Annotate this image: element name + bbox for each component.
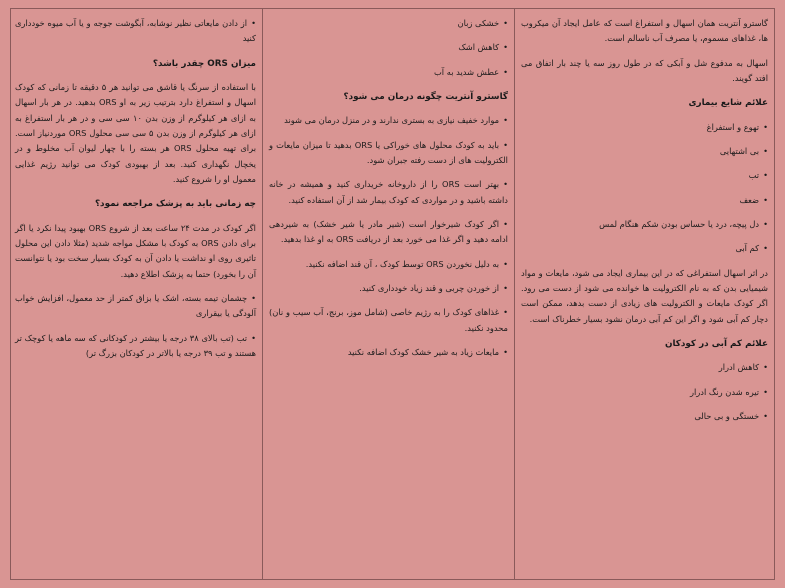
col-left-bullet-6: • تب (تب بالای ۳۸ درجه یا بیشتر در کودکانی که سه ماهه یا کوچک تر هستند و تب ۳۹ درجه یا بالاتر در کودکان بزرگ تر) <box>15 331 256 362</box>
leaflet-page <box>10 8 775 580</box>
column-right <box>515 9 774 579</box>
column-left <box>9 9 262 579</box>
col-right-para-0: گاسترو آنتریت همان اسهال و استفراغ است که عامل ایجاد آن میکروب ها، غذاهای مسموم، یا مصرف آب ناسالم است. <box>521 18 768 44</box>
col-right-para-1: اسهال به مدفوع شل و آبکی که در طول روز سه یا چند بار اتفاق می افتد گویند. <box>521 57 768 84</box>
col-right-heading-10: علائم کم آبی در کودکان <box>664 339 768 350</box>
col-middle-bullet-6: • بهتر است ORS را از داروخانه خریداری کنید و همیشه در خانه داشته باشید و در مواردی که کودک بیمار شد از آن استفاده کنید. <box>269 177 508 208</box>
col-middle-bullet-11: • مایعات زیاد به شیر خشک کودک اضافه نکنید <box>269 345 508 360</box>
col-right-bullet-11: • کاهش ادرار <box>521 360 768 375</box>
col-left-heading-3: چه زمانی باید به پزشک مراجعه نمود؟ <box>94 199 256 210</box>
col-right-bullet-8: • کم آبی <box>521 241 768 256</box>
col-right-bullet-5: • تب <box>521 168 768 183</box>
column-middle <box>262 9 515 579</box>
col-middle-bullet-5: • باید به کودک محلول های خوراکی یا ORS بدهید تا میزان مایعات و الکترولیت های از دست رفته جبران شود. <box>269 138 508 169</box>
col-left-para-2: با استفاده از سرنگ یا قاشق می توانید هر ۵ دقیقه تا زمانی که کودک اسهال و استفراغ دارد بترتیب زیر به او ORS بدهید. در هر بار اسهال به ازای هر کیلوگرم از وزن بدن ۱۰ سی سی و در هر بار استفراغ به ازای هر کیلوگرم از وزن بدن ۵ سی سی محلول ORS موردنیاز است. برای تهیه محلول ORS هر بسته را با چهار لیوان آب مخلوط و در یخچال نگهداری کنید. بعد از بهبودی کودک می توانید رژیم غذایی معمول او را شروع کنید. <box>15 81 257 185</box>
col-middle-bullet-4: • موارد خفیف نیازی به بستری ندارند و در منزل درمان می شوند <box>269 113 508 128</box>
col-left-bullet-0: • از دادن مایعاتی نظیر نوشابه، آبگوشت جوجه و یا آب میوه خودداری کنید <box>15 16 256 47</box>
col-middle-bullet-7: • اگر کودک شیرخوار است (شیر مادر یا شیر خشک) به شیردهی ادامه دهید و اگر غذا می خورد بعد از دریافت ORS به او غذا بدهید. <box>269 217 508 248</box>
col-left-heading-1: میزان ORS چقدر باشد؟ <box>152 58 256 69</box>
col-right-bullet-6: • ضعف <box>521 193 768 208</box>
col-right-bullet-7: • دل پیچه، درد یا حساس بودن شکم هنگام لمس <box>521 217 768 232</box>
col-middle-bullet-1: • کاهش اشک <box>269 40 508 55</box>
col-right-heading-2: علائم شایع بیماری <box>688 98 768 109</box>
col-right-bullet-13: • خستگی و بی حالی <box>521 409 768 424</box>
col-right-bullet-3: • تهوع و استفراغ <box>521 120 768 135</box>
col-left-bullet-5: • چشمان تیمه بسته، اشک یا بزاق کمتر از حد معمول، افزایش خواب آلودگی یا بیقراری <box>15 291 256 322</box>
col-left-para-4: اگر کودک در مدت ۲۴ ساعت بعد از شروع ORS بهبود پیدا نکرد یا اگر برای دادن ORS به کودک با مشکل مواجه شدید (مثلا دادن این محلول تاثیری روی او نداشت یا دادن آن به کودک بسیار سخت بود یا نتوانست آن را بخورد) حتما به پزشک اطلاع دهید. <box>15 222 256 279</box>
col-middle-bullet-9: • از خوردن چربی و قند زیاد خودداری کنید. <box>269 281 508 296</box>
col-right-para-9: در اثر اسهال استفراغی که در این بیماری ایجاد می شود، مایعات و مواد شیمیایی بدن که به نام الکترولیت ها خوانده می شود از دست می رود. اگر کودک مایعات و الکترولیت های زیادی از دست بدهد، ممکن است دچار کم آبی شود و اگر این کم آبی درمان نشود بسیار خطرناک است. <box>521 267 768 324</box>
col-right-bullet-12: • تیره شدن رنگ ادرار <box>521 385 768 400</box>
col-middle-bullet-10: • غذاهای کودک را به رژیم خاصی (شامل موز، برنج، آب سیب و نان) محدود نکنید. <box>269 305 508 336</box>
col-middle-bullet-0: • خشکی زبان <box>269 16 508 31</box>
col-right-bullet-4: • بی اشتهایی <box>521 144 768 159</box>
col-middle-bullet-8: • به دلیل نخوردن ORS توسط کودک ، آن قند اضافه نکنید. <box>269 257 508 272</box>
col-middle-heading-3: گاسترو آنتریت چگونه درمان می شود؟ <box>343 92 508 103</box>
col-middle-bullet-2: • عطش شدید به آب <box>269 65 508 80</box>
